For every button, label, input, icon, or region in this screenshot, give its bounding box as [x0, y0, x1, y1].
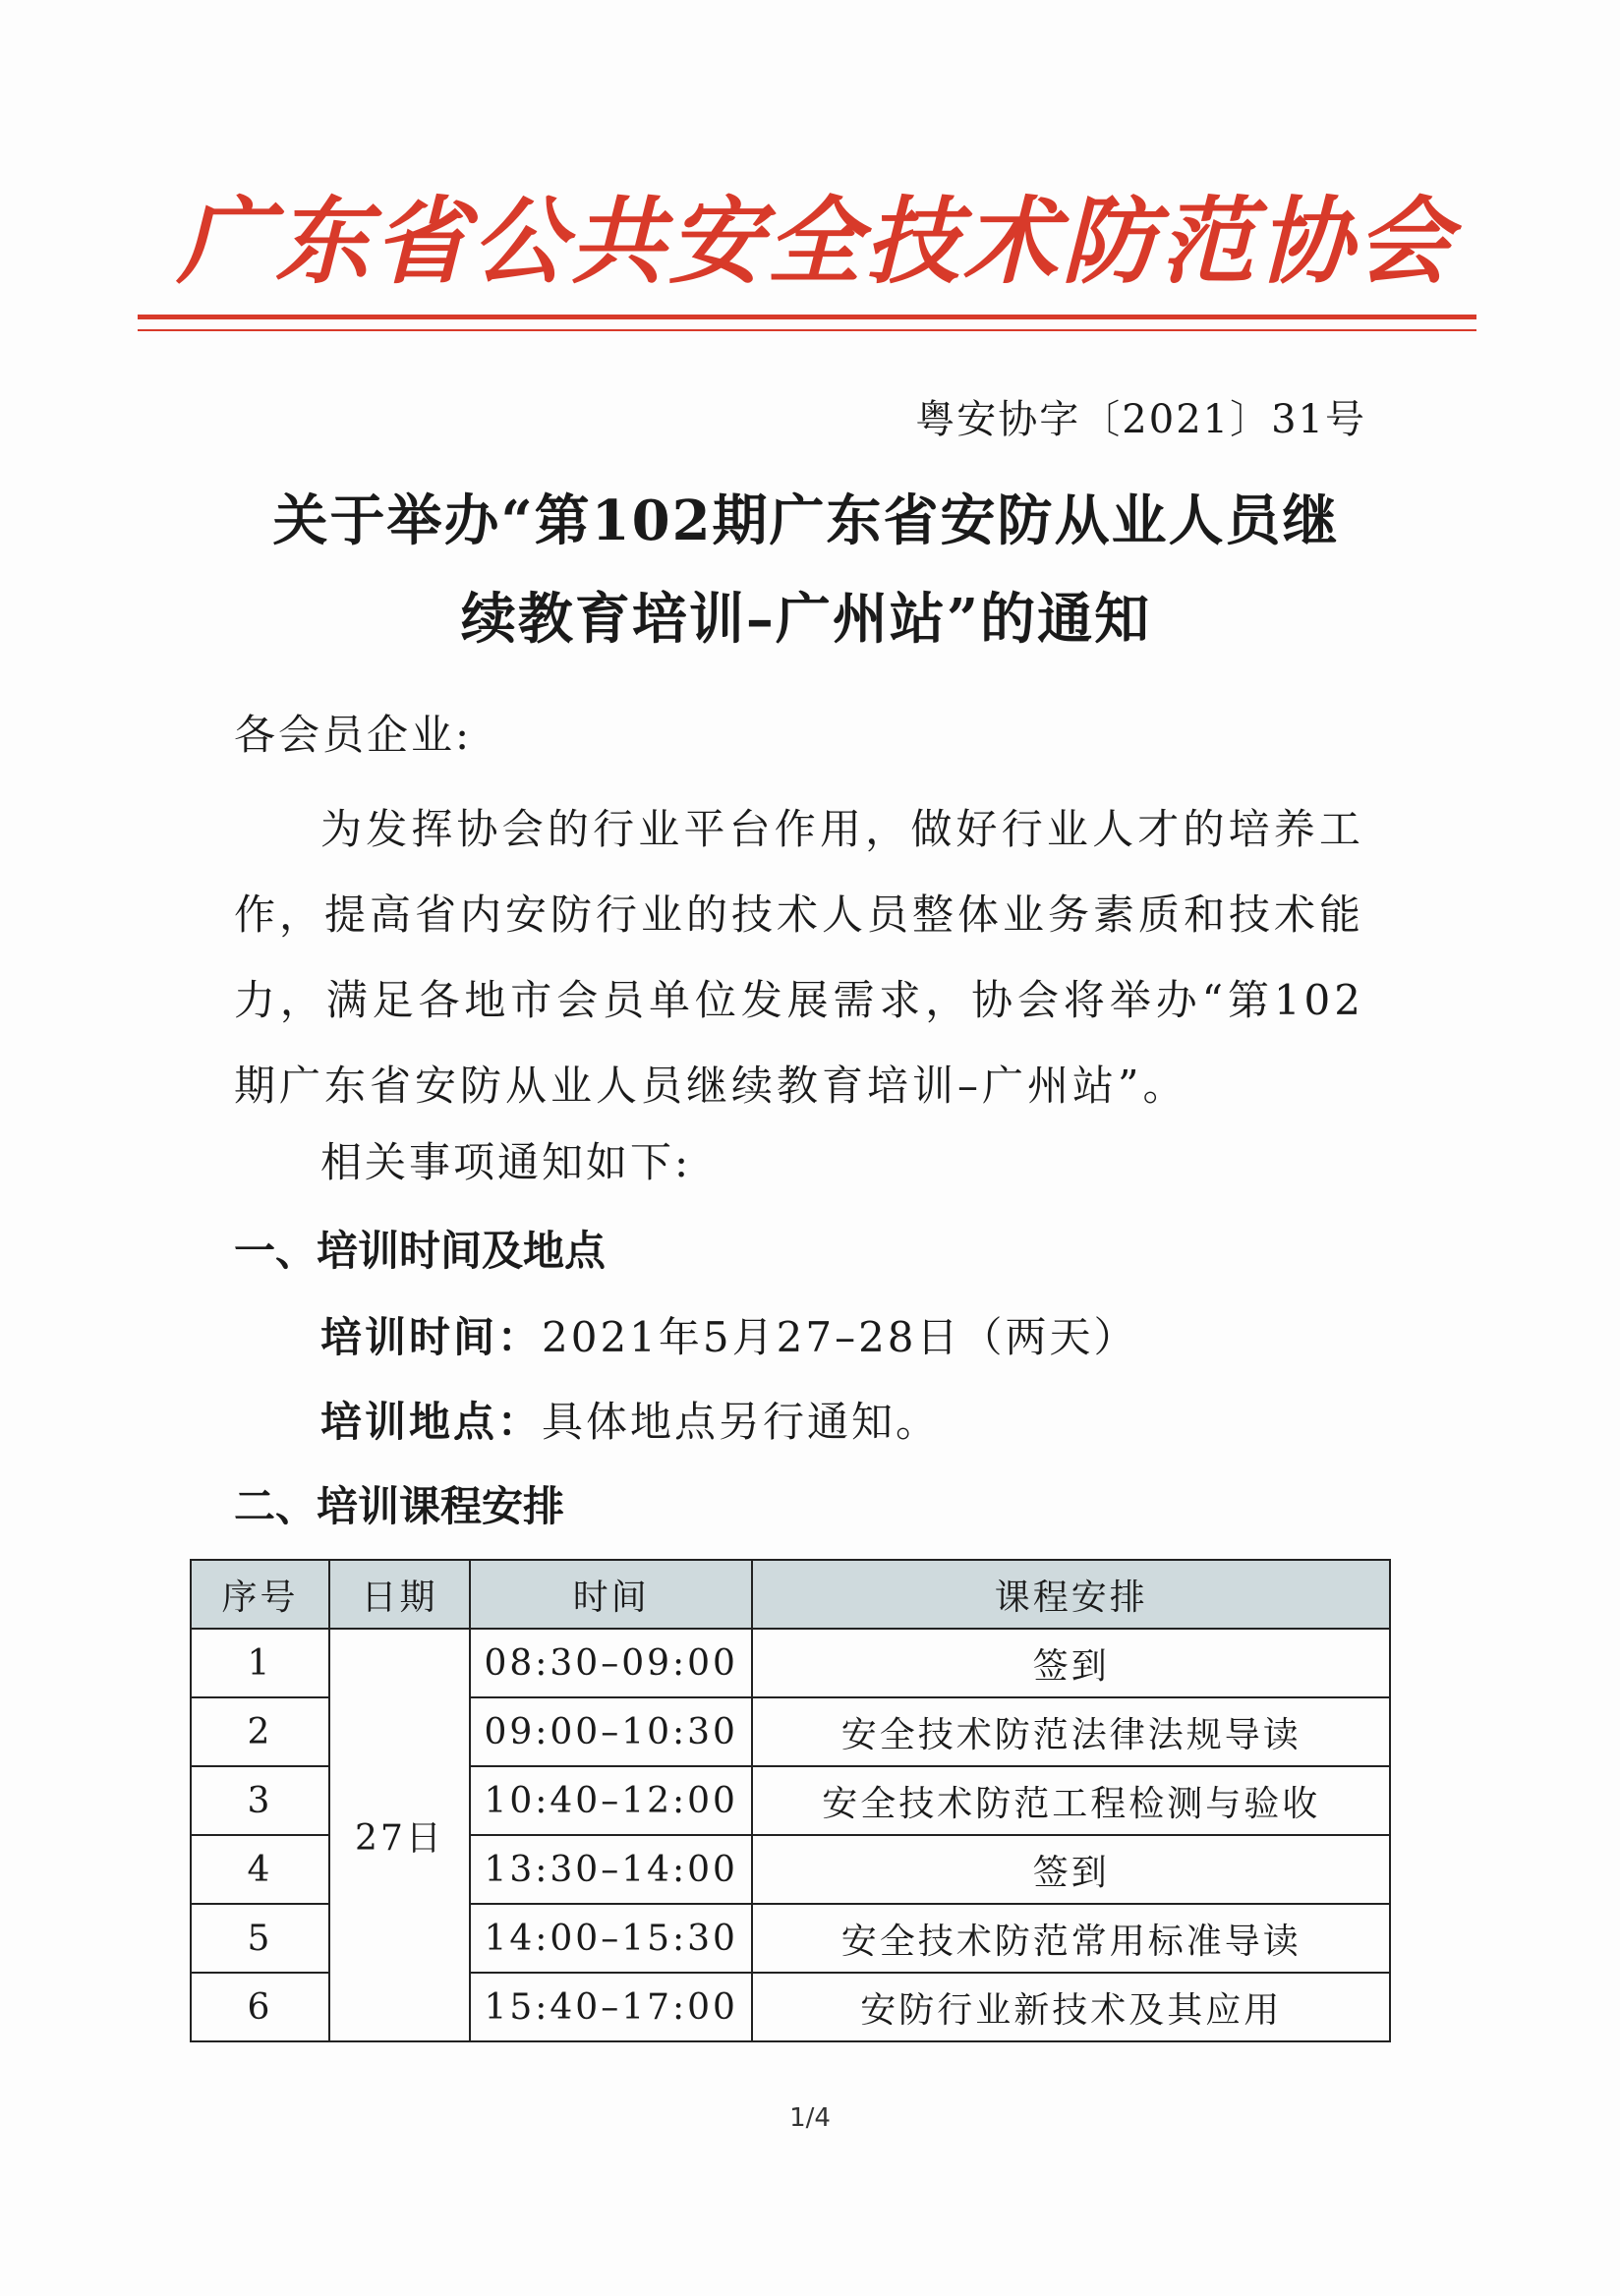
- section-heading-time-place: 一、培训时间及地点: [234, 1227, 607, 1275]
- header-index: 序号: [191, 1560, 329, 1629]
- header-course: 课程安排: [752, 1560, 1390, 1629]
- document-number: 粤安协字〔2021〕31号: [915, 397, 1366, 442]
- row-index: 5: [191, 1904, 329, 1973]
- training-time-line: [320, 1305, 1138, 1364]
- letterhead-rule-thick: [138, 315, 1476, 319]
- row-index: 1: [191, 1629, 329, 1697]
- section-heading-schedule: 二、培训课程安排: [234, 1482, 565, 1530]
- table-header-row: [191, 1560, 1390, 1629]
- letterhead-title: 广东省公共安全技术防范协会: [177, 187, 1455, 297]
- row-time: 09:00–10:30: [470, 1697, 752, 1766]
- training-time-label: 培训时间：: [320, 1313, 543, 1361]
- row-course: 签到: [752, 1629, 1390, 1697]
- row-course: 安防行业新技术及其应用: [752, 1973, 1390, 2041]
- row-time: 10:40–12:00: [470, 1766, 752, 1835]
- row-course: 安全技术防范工程检测与验收: [752, 1766, 1390, 1835]
- row-index: 4: [191, 1835, 329, 1904]
- row-course: 签到: [752, 1835, 1390, 1904]
- title-line-2: 续教育培训–广州站”的通知: [460, 587, 1152, 652]
- row-index: 3: [191, 1766, 329, 1835]
- training-place-value: 具体地点另行通知。: [542, 1398, 941, 1446]
- letterhead-rule-thin: [138, 329, 1476, 331]
- schedule-table: [190, 1559, 1391, 2042]
- row-time: 14:00–15:30: [470, 1904, 752, 1973]
- title-line-1: 关于举办“第102期广东省安防从业人员继: [272, 488, 1340, 553]
- row-course: 安全技术防范常用标准导读: [752, 1904, 1390, 1973]
- training-place-label: 培训地点：: [320, 1398, 543, 1446]
- table-row: [191, 1629, 1390, 1697]
- page-number: 1/4: [789, 2103, 831, 2133]
- header-time: 时间: [470, 1560, 752, 1629]
- notice-line: 相关事项通知如下:: [320, 1138, 692, 1186]
- row-time: 15:40–17:00: [470, 1973, 752, 2041]
- document-title: [226, 472, 1386, 668]
- salutation: 各会员企业:: [234, 711, 473, 759]
- row-time: 08:30–09:00: [470, 1629, 752, 1697]
- training-time-value: 2021年5月27–28日（两天）: [542, 1313, 1138, 1361]
- row-index: 6: [191, 1973, 329, 2041]
- intro-paragraph: 为发挥协会的行业平台作用，做好行业人才的培养工作，提高省内安防行业的技术人员整体业务素质和技术能力，满足各地市会员单位发展需求，协会将举办“第102期广东省安防从业人员继续教育培训–广州站”。: [234, 805, 1365, 1110]
- training-place-line: [320, 1390, 940, 1449]
- header-date: 日期: [329, 1560, 470, 1629]
- row-date: 27日: [329, 1629, 470, 2041]
- row-course: 安全技术防范法律法规导读: [752, 1697, 1390, 1766]
- row-time: 13:30–14:00: [470, 1835, 752, 1904]
- row-index: 2: [191, 1697, 329, 1766]
